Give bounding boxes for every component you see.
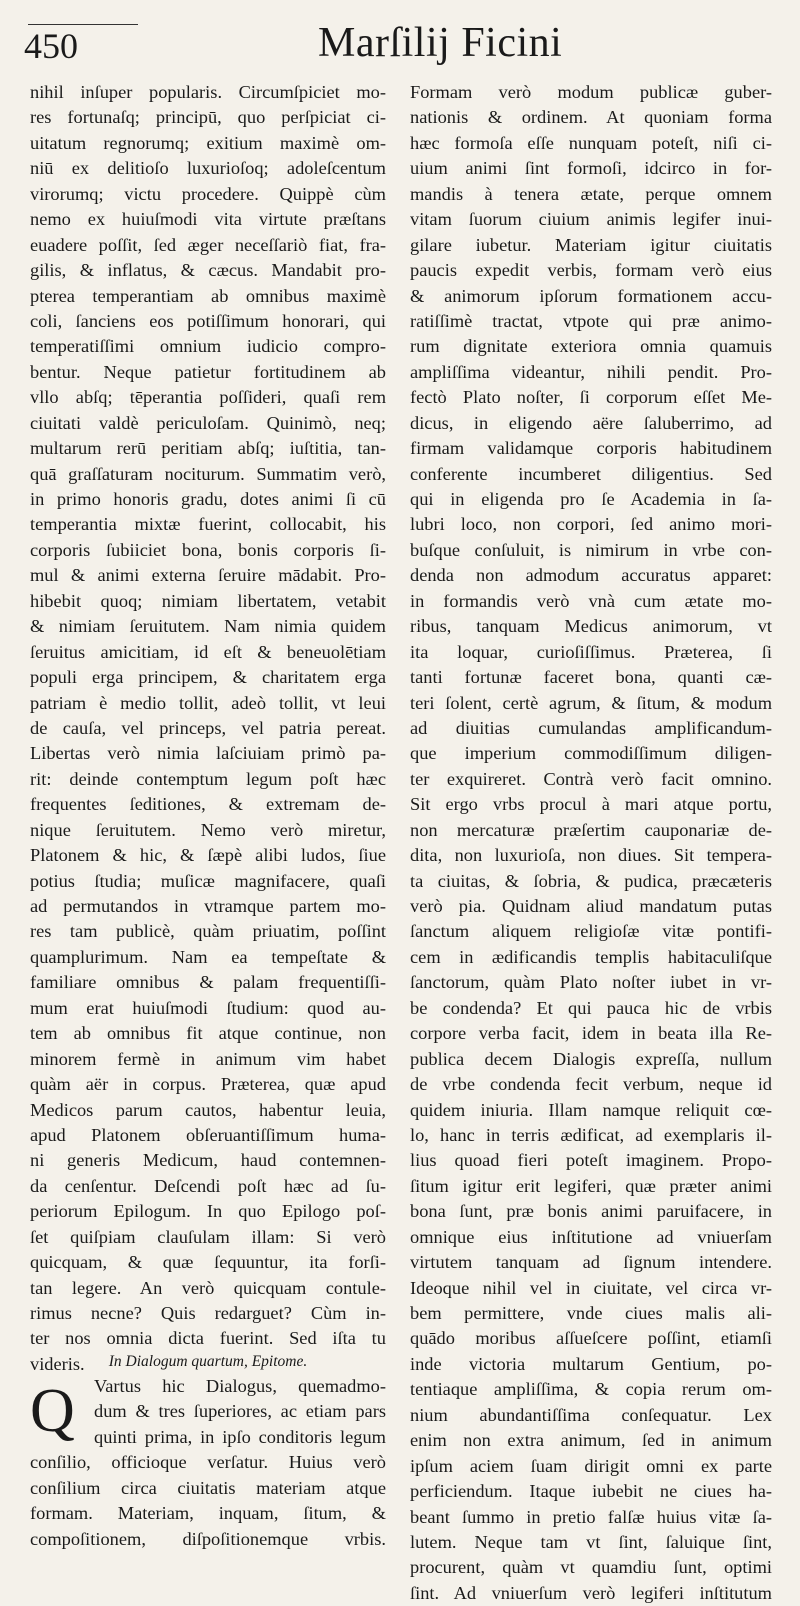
text-line: hibebit quoq; nimiam libertatem, vetabit: [30, 590, 386, 611]
text-line: vllo abſq; tēperantia poſſideri, quaſi rem: [30, 387, 386, 408]
text-line: rit: deinde contemptum legum poſt hæc: [30, 768, 386, 789]
text-line: Libertas verò nimia laſciuiam primò pa-: [30, 743, 386, 764]
text-line: gilare iubetur. Materiam igitur ciuitatis: [410, 234, 772, 255]
text-line: hæc formoſa eſſe nunquam poteſt, niſi ci-: [410, 132, 772, 153]
text-line: ribus, tanquam Medicus animorum, vt: [410, 616, 772, 637]
text-line: conſilium circa ciuitatis materiam atque: [30, 1477, 386, 1498]
text-line: virtutem tanquam ad ſignum intendere.: [410, 1252, 772, 1273]
text-line: bentur. Neque patietur fortitudinem ab: [30, 361, 386, 382]
text-line: videris.: [30, 1353, 85, 1374]
text-line: conſilio, officioque verſatur. Huius verò: [30, 1452, 386, 1473]
text-line: potius ſtudia; muſicæ magnifacere, quaſi: [30, 870, 386, 891]
text-line: nique ſeruitutem. Nemo verò miretur,: [30, 819, 386, 840]
text-line: ita loquar, curioſiſſimus. Præterea, ſi: [410, 641, 772, 662]
text-line: coli, ſanciens eos potiſſimum honorari, qui: [30, 310, 386, 331]
left-column: [30, 80, 386, 1377]
text-line: minorem fermè in animum vim habet: [30, 1048, 386, 1069]
text-line: periorum Epilogum. In quo Epilogo poſ-: [30, 1201, 386, 1222]
text-line: ſint. Ad vniuerſum verò legiferi inſtitutum: [410, 1582, 772, 1603]
text-line: ſanctum aliquem religioſæ vitæ pontifi-: [410, 921, 772, 942]
text-line: & animorum ipſorum formationem accu-: [410, 285, 772, 306]
text-line: tem ab omnibus fit atque continue, non: [30, 1023, 386, 1044]
text-line: ſitum igitur erit legiferi, quæ præter animi: [410, 1175, 772, 1196]
text-line: tan legere. An verò quicquam contule-: [30, 1277, 386, 1298]
text-line: be condenda? Et qui pauca hic de vrbis: [410, 997, 772, 1018]
text-line: ciuitati valdè periculoſam. Quinimò, neq;: [30, 412, 386, 433]
text-line: vitam ſuorum ciuium animis legifer inui-: [410, 209, 772, 230]
text-line: mandis à tenera ætate, perque omnem: [410, 183, 772, 204]
text-line: Platonem & hic, & ſæpè alibi ludos, ſiue: [30, 845, 386, 866]
text-line: frequentes ſeditiones, & extremam de-: [30, 794, 386, 815]
text-line: inde victoria multarum Gentium, po-: [410, 1353, 772, 1374]
text-line: ampliſſima videantur, nihili pendit. Pro-: [410, 361, 772, 382]
text-line: procurent, quàm vt quamdiu ſunt, optimi: [410, 1557, 772, 1578]
text-line: mul & animi externa ſeruire mādabit. Pro-: [30, 565, 386, 586]
text-line: patriam è medio tollit, adeò tollit, vt leui: [30, 692, 386, 713]
drop-cap: Q: [30, 1377, 75, 1445]
text-line: Medicos parum cautos, habentur leuia,: [30, 1099, 386, 1120]
text-line: nationis & ordinem. At quoniam forma: [410, 107, 772, 128]
text-line: res fortunaſq; principū, quo perſpiciat ci-: [30, 107, 386, 128]
text-line: ſeruitus amicitiam, id eſt & beneuolētiam: [30, 641, 386, 662]
text-line: formam. Materiam, inquam, ſitum, &: [30, 1503, 386, 1524]
right-column: [410, 80, 772, 1606]
text-line: teri ſolent, certè agrum, & ſitum, & modum: [410, 692, 772, 713]
text-line: beant ſummo in pretio falſæ huius vitæ ſa-: [410, 1506, 772, 1527]
text-line: Formam verò modum publicæ guber-: [410, 82, 772, 102]
text-line: in formandis verò vnà cum ætate mo-: [410, 590, 772, 611]
text-line: nemo ex huiuſmodi vita virtute præſtans: [30, 209, 386, 230]
text-line: de cauſa, vel princeps, vel patria pereat.: [30, 717, 386, 738]
text-line: Vartus hic Dialogus, quemadmo-: [94, 1376, 386, 1396]
running-head: Marſilij Ficini: [318, 20, 563, 66]
text-line: bem permittere, vnde ciues malis ali-: [410, 1303, 772, 1323]
text-line: fectò Plato noſter, ſi corporum eſſet Me-: [410, 387, 772, 408]
text-line: lutem. Neque tam vt ſint, ſaluique ſint,: [410, 1531, 772, 1552]
text-line: buſque conſuluit, is nimirum in vrbe con-: [410, 539, 772, 560]
text-line: publica decem Dialogis expreſſa, nullum: [410, 1048, 772, 1069]
text-line: compoſitionem, diſpoſitionemque vrbis.: [30, 1528, 386, 1549]
text-line: quinti prima, in ipſo conditoris legum: [94, 1426, 386, 1447]
text-line: temperatiſſimi omnium iudicio compro-: [30, 336, 386, 357]
text-line: corporis ſubiiciet bona, bonis corporis ſi-: [30, 539, 386, 560]
text-line: corpore verba facit, idem in beata illa Re-: [410, 1023, 772, 1044]
text-line: ni generis Medicum, haud contemnen-: [30, 1150, 386, 1171]
text-line: firmam validamque corporis habitudinem: [410, 438, 772, 459]
text-line: niū ex delitioſo luxurioſoq; adoleſcentum: [30, 158, 386, 179]
text-line: dicus, in eligendo aëre ſaluberrimo, ad: [410, 412, 772, 433]
text-line: lius quoad fieri poteſt imaginem. Propo-: [410, 1150, 772, 1171]
text-line: mum erat huiuſmodi ſtudium: quod au-: [30, 997, 386, 1018]
text-line: populi erga principem, & charitatem erga: [30, 667, 386, 688]
text-line: apud Platonem obſeruantiſſimum huma-: [30, 1124, 386, 1145]
text-line: lo, hanc in terris ædificat, ad exemplaris il-: [410, 1124, 772, 1145]
text-line: tentiaque ampliſſima, & copia rerum om-: [410, 1379, 772, 1400]
text-line: quàm aër in corpus. Præterea, quæ apud: [30, 1074, 386, 1095]
text-line: ta ciuitas, & ſobria, & pudica, præcæteris: [410, 870, 772, 891]
text-line: verò pia. Quidnam aliud mandatum putas: [410, 896, 772, 916]
text-line: perficiendum. Itaque iubebit ne ciues ha-: [410, 1481, 772, 1502]
text-line: dum & tres ſuperiores, ac etiam pars: [94, 1401, 386, 1422]
text-line: tanti fortunæ faceret bona, quanti cæ-: [410, 667, 772, 688]
text-line: ad diuitias cumulandas amplificandum-: [410, 717, 772, 738]
text-line: Sit ergo vrbs procul à mari atque portu,: [410, 794, 772, 815]
opening-lines: [30, 1450, 386, 1552]
text-line: in primo honoris gradu, dotes animi ſi cū: [30, 489, 386, 509]
text-line: ſet quiſpiam clauſulam illam: Si verò: [30, 1226, 386, 1247]
text-line: qui in eligenda pro ſe Academia in ſa-: [410, 489, 772, 509]
text-line: virorumq; victu procedere. Quippè cùm: [30, 183, 386, 204]
text-line: ter nos omnia dicta fuerint. Sed iſta tu: [30, 1328, 386, 1349]
section-rubric: In Dialogum quartum, Epitome.: [108, 1353, 308, 1370]
text-line: quicquam, & quæ ſequuntur, ita forſi-: [30, 1252, 386, 1273]
text-line: paucis expedit verbis, formam verò eius: [410, 260, 772, 281]
text-line: Ideoque nihil vel in ciuitate, vel circa vr-: [410, 1277, 772, 1298]
text-line: gilis, & inflatus, & cæcus. Mandabit pro-: [30, 260, 386, 281]
text-line: euadere poſſit, ſed æger neceſſariò fiat, fra-: [30, 234, 386, 255]
text-line: ad permutandos in vtramque partem mo-: [30, 896, 386, 916]
text-line: quā graſſaturam nociturum. Summatim verò,: [30, 463, 386, 484]
text-line: ratiſſimè tractat, vtpote qui præ animo-: [410, 310, 772, 331]
text-line: pterea temperantiam ab omnibus maximè: [30, 285, 386, 306]
text-line: denda non admodum accuratus apparet:: [410, 565, 772, 586]
text-line: quādo moribus aſſueſcere poſſint, etiamſi: [410, 1328, 772, 1349]
top-rule: [28, 24, 138, 25]
text-line: conferente incumberet diligentius. Sed: [410, 463, 772, 484]
text-line: nium abundantiſſima conſequatur. Lex: [410, 1404, 772, 1425]
text-line: bona ſunt, præ bonis animi paruifacere, in: [410, 1201, 772, 1222]
text-line: que imperium commodiſſimum diligen-: [410, 743, 772, 764]
text-line: uitatum regnorumq; exitium maximè om-: [30, 132, 386, 153]
page-number: 450: [24, 26, 78, 66]
text-line: nihil inſuper popularis. Circumſpiciet mo-: [30, 82, 386, 102]
text-line: lubri loco, non corpori, ſed animo mori-: [410, 514, 772, 535]
text-line: res tam publicè, quàm priuatim, poſſint: [30, 921, 386, 942]
text-line: non mercaturæ præſertim cauponariæ de-: [410, 819, 772, 840]
text-line: quidem iniuria. Illam namque reliquit cœ-: [410, 1099, 772, 1120]
text-line: de vrbe condenda fecit verbum, neque id: [410, 1074, 772, 1095]
text-line: ipſum aciem ſuam dirigit omni ex parte: [410, 1455, 772, 1476]
text-line: enim non extra animum, ſed in animum: [410, 1430, 772, 1451]
section-opening: [30, 1374, 386, 1552]
text-line: rimus necne? Quis redarguet? Cùm in-: [30, 1303, 386, 1323]
text-line: da cenſentur. Deſcendi poſt hæc ad ſu-: [30, 1175, 386, 1196]
text-line: ſanctorum, quàm Plato noſter iubet in vr-: [410, 972, 772, 993]
text-line: temperantia mixtæ fuerint, collocabit, his: [30, 514, 386, 535]
text-line: ter exquireret. Contrà verò facit omnino.: [410, 768, 772, 789]
text-line: cem in ædificandis templis habitaculiſque: [410, 946, 772, 967]
text-line: multarum rerū peritiam abſq; iuſtitia, tan-: [30, 438, 386, 459]
text-line: & nimiam ſeruitutem. Nam nimia quidem: [30, 616, 386, 637]
text-line: dita, non luxurioſa, non diues. Sit tempera-: [410, 845, 772, 866]
text-line: omnique eius inſtitutione ad vniuerſam: [410, 1226, 772, 1247]
text-line: rum dignitate exteriora omnia quamuis: [410, 336, 772, 357]
text-line: familiare omnibus & palam frequentiſſi-: [30, 972, 386, 993]
text-line: uium animi ſint formoſi, idcirco in for-: [410, 158, 772, 179]
text-line: quamplurimum. Nam ea tempeſtate &: [30, 946, 386, 967]
